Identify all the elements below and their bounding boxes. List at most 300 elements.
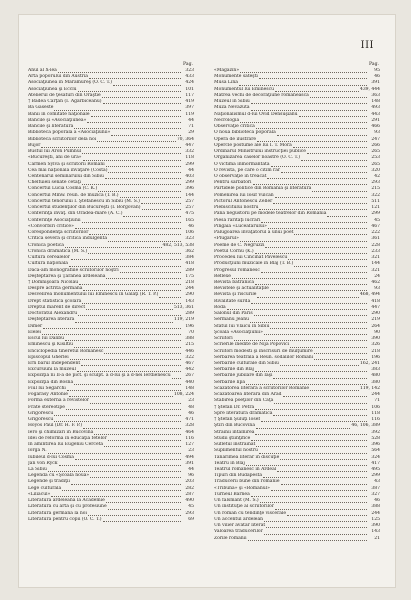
- entry-title: Iorga N.: [28, 448, 47, 454]
- entry-page: 468, 494: [359, 292, 380, 298]
- entry-page: 247: [371, 136, 380, 142]
- dot-leader: [255, 405, 367, 410]
- entry-page: 118: [185, 155, 194, 161]
- dot-leader: [261, 268, 367, 273]
- dot-leader: [256, 442, 367, 447]
- dot-leader: [240, 237, 367, 242]
- entry-page: 165: [185, 217, 194, 223]
- entry-title: Deşteptarea literară: [28, 317, 75, 323]
- dot-leader: [259, 205, 367, 210]
- dot-leader: [275, 505, 367, 510]
- dot-leader: [299, 112, 367, 117]
- entry-title: O revistă, pe care o citim rar: [214, 167, 281, 173]
- entry-title: Străinii întâlnirea: [214, 429, 255, 435]
- entry-title: Scriitori: [214, 336, 233, 342]
- entry-page: 324: [371, 454, 380, 460]
- entry-title: Suplimentul nostru: [214, 448, 258, 454]
- entry-page: 362: [185, 248, 194, 254]
- dot-leader: [59, 461, 182, 466]
- entry-page: 148: [371, 99, 380, 105]
- dot-leader: [293, 143, 367, 148]
- entry-page: 101: [185, 86, 194, 92]
- entry-page: 21: [374, 535, 380, 541]
- entry-title: Cronica dramatică (M. S.): [28, 248, 88, 254]
- dot-leader: [260, 498, 367, 503]
- dot-leader: [270, 286, 367, 291]
- entry-title: Zorile românii: [214, 535, 247, 541]
- entry-title: Un accentul ardelean: [214, 516, 264, 522]
- entry-page: 299: [371, 473, 380, 479]
- entry-page: 46: [374, 498, 380, 504]
- entry-page: 299: [371, 211, 380, 217]
- entry-page: 42: [374, 173, 380, 179]
- entry-page: 95: [374, 68, 380, 73]
- entry-page: 44: [188, 117, 194, 123]
- dot-leader: [253, 180, 368, 185]
- entry-page: 322: [185, 354, 194, 360]
- entry-title: Fiul lui Segarchi: [28, 385, 66, 391]
- entry-title: Bustul lui Aron Pumnul: [28, 149, 82, 155]
- entry-page: 69: [188, 516, 194, 522]
- entry-title: Excursiuni la muzeul: [28, 367, 76, 373]
- index-column-right: [214, 62, 380, 542]
- dot-leader: [67, 386, 181, 391]
- dot-leader: [82, 149, 181, 154]
- dot-leader: [120, 268, 181, 273]
- entry-page: 321: [371, 255, 380, 261]
- entry-page: 144: [185, 192, 194, 198]
- entry-title: Serbarea teatrală a Reun. sodalilor Români: [214, 354, 314, 360]
- entry-page: 390: [371, 336, 380, 342]
- entry-title: Centenarul seminarului din Sibiu: [28, 173, 104, 179]
- dot-leader: [312, 187, 367, 192]
- document-page: [18, 14, 396, 588]
- entry-title: Atelierul de ţesături din Orăştie: [28, 92, 101, 98]
- entry-title: Expoziţia din Bosna: [28, 379, 74, 385]
- entry-title: Corespondenţa scriitorilor: [28, 230, 89, 236]
- entry-page: 267: [185, 373, 194, 379]
- entry-page: 388: [185, 336, 194, 342]
- dot-leader: [82, 299, 181, 304]
- entry-title: Tipuri din Budapesta: [214, 473, 263, 479]
- dot-leader: [106, 274, 181, 279]
- entry-title: Conferinţe Asociaţiunii: [28, 217, 81, 223]
- column-header-right: Pag.: [368, 62, 379, 67]
- entry-title: Dacă-am monografiile scriitorilor noştri: [28, 267, 119, 273]
- entry-page: 218: [371, 348, 380, 354]
- index-list-left: [28, 68, 194, 523]
- dot-leader: [108, 505, 181, 510]
- dot-leader: [294, 262, 367, 267]
- dot-leader: [89, 74, 181, 79]
- dot-leader: [83, 156, 181, 161]
- dot-leader: [43, 324, 181, 329]
- entry-page: 471: [185, 417, 194, 423]
- entry-title: Serbările din Blaj: [214, 367, 255, 373]
- entry-page: 326: [371, 342, 380, 348]
- entry-page: 162, 241: [359, 361, 380, 367]
- entry-page: 196: [185, 323, 194, 329]
- entry-title: Cea mai naţională învăţare (Costa): [28, 167, 108, 173]
- entry-page: 46: [374, 74, 380, 80]
- entry-page: 494: [185, 454, 194, 460]
- entry-page: 467: [185, 361, 194, 367]
- entry-title: Idei de reformă în educaţia fetelor: [28, 435, 107, 441]
- entry-title: Roda: [214, 304, 226, 310]
- entry-page: 45: [374, 217, 380, 223]
- entry-page: 24: [374, 273, 380, 279]
- entry-title: Dimer: [28, 323, 43, 329]
- entry-page: 119, 219: [173, 317, 194, 323]
- dot-leader: [69, 262, 181, 267]
- entry-title: Lege culturală: [28, 485, 62, 491]
- entry-page: 266: [371, 142, 380, 148]
- entry-page: 442: [185, 367, 194, 373]
- dot-leader: [81, 361, 181, 366]
- entry-title: Biblioteca poporală a «Asociaţiunii»: [28, 130, 111, 136]
- entry-title: Asociaţiunea şi Ecclu: [28, 86, 77, 92]
- dot-leader: [271, 486, 367, 491]
- entry-page: 117: [185, 92, 194, 98]
- entry-title: Necrologia: [214, 117, 240, 123]
- entry-page: 228: [371, 242, 380, 248]
- entry-page: 46: [188, 410, 194, 416]
- entry-title: La Sibiu: [28, 467, 47, 472]
- entry-page: 116: [185, 435, 194, 441]
- entry-title: Cronica poetică: [28, 242, 64, 248]
- entry-title: Biblioteca scriitorilor dela noi: [28, 136, 97, 142]
- dot-leader: [281, 480, 368, 485]
- entry-page: 424: [185, 80, 194, 86]
- entry-title: O nouă biblioteca poporală: [214, 130, 276, 136]
- dot-leader: [87, 118, 181, 123]
- entry-page: 218: [185, 279, 194, 285]
- entry-title: «Plugarul»: [214, 236, 239, 242]
- entry-page: 29: [188, 130, 194, 136]
- dot-leader: [281, 168, 367, 173]
- page-number: III: [360, 40, 374, 51]
- entry-title: Literatura pentru copii (O. C. T.): [28, 516, 102, 522]
- dot-leader: [88, 249, 181, 254]
- entry-page: 299: [185, 180, 194, 186]
- entry-page: 290: [371, 311, 380, 317]
- entry-page: 71: [374, 398, 380, 404]
- entry-title: Stăbirea poeţilor din Caţa: [214, 398, 274, 404]
- entry-page: 116: [371, 417, 380, 423]
- entry-title: Literatura ardeleană la Academie: [28, 498, 105, 504]
- entry-page: 106: [371, 404, 380, 410]
- dot-leader: [290, 343, 367, 348]
- entry-title: Până negustorii pe modele teatrelor din România: [214, 211, 327, 217]
- dot-leader: [48, 449, 181, 454]
- entry-page: 106: [185, 230, 194, 236]
- dot-leader: [106, 498, 181, 503]
- entry-title: Procedeu lui Cincinat Pavelescu: [214, 255, 288, 261]
- dot-leader: [172, 374, 181, 379]
- dot-leader: [70, 355, 181, 360]
- entry-title: Băncile şi «Asociaţiunea»: [28, 117, 87, 123]
- dot-leader: [251, 436, 367, 441]
- entry-page: 93: [374, 130, 380, 136]
- entry-page: 323: [185, 236, 194, 242]
- entry-page: 383: [371, 367, 380, 373]
- dot-leader: [82, 218, 181, 223]
- entry-title: Concertul studenţilor din Bucureşti (I. Borgovan): [28, 205, 141, 211]
- entry-page: 264: [371, 323, 380, 329]
- entry-page: 396: [371, 442, 380, 448]
- dot-leader: [227, 305, 367, 310]
- entry-page: 289: [185, 267, 194, 273]
- dot-leader: [234, 336, 367, 341]
- dot-leader: [65, 243, 162, 248]
- entry-title: Teatrul românesc în Ardeal: [214, 467, 277, 472]
- dot-leader: [251, 106, 367, 111]
- dot-leader: [108, 237, 181, 242]
- entry-title: Monumentul lui Eminescu: [214, 86, 275, 92]
- dot-leader: [83, 424, 181, 429]
- dot-leader: [41, 143, 181, 148]
- entry-title: Rivalitate surdă: [214, 298, 251, 304]
- dot-leader: [240, 68, 367, 73]
- entry-title: Revistele şi actualităţile: [214, 286, 269, 292]
- entry-title: Deşteptarea şi Ţărănea ardeleană: [28, 273, 106, 279]
- dot-leader: [250, 318, 367, 323]
- entry-title: Progresul românesc: [214, 267, 260, 273]
- entry-page: 125: [371, 516, 380, 522]
- dot-leader: [71, 480, 181, 485]
- entry-page: 464: [185, 429, 194, 435]
- entry-title: Legenda cu «Şcoala nouă»: [28, 473, 90, 479]
- entry-title: † Ştefan Şuluţi Iosef: [214, 417, 261, 423]
- entry-page: 293: [371, 180, 380, 186]
- entry-title: «Tribuna» şi «Românul»: [214, 485, 270, 491]
- entry-title: Serbările jubilare din Iaşi: [214, 373, 273, 379]
- dot-leader: [58, 68, 181, 73]
- entry-page: 265: [371, 161, 380, 167]
- entry-title: Opera de ilustrare: [214, 136, 257, 142]
- entry-title: Grigorescu: [28, 417, 54, 423]
- dot-leader: [275, 87, 359, 92]
- entry-page: 299: [185, 161, 194, 167]
- entry-page: 490: [185, 498, 194, 504]
- dot-leader: [274, 399, 367, 404]
- entry-title: Studii ştiinţifice: [214, 435, 251, 441]
- dot-leader: [255, 367, 367, 372]
- dot-leader: [268, 224, 367, 229]
- dot-leader: [314, 355, 367, 360]
- entry-title: Scăzătoarea literară din Arad: [214, 392, 282, 398]
- entry-page: 148: [185, 385, 194, 391]
- entry-title: Un falsmant (M. S.): [214, 498, 259, 504]
- entry-page: 143: [185, 298, 194, 304]
- entry-page: 387: [371, 485, 380, 491]
- entry-page: 439, 444: [359, 86, 380, 92]
- entry-page: 440: [185, 379, 194, 385]
- entry-title: Enciclopedia tineretul Românesc: [28, 348, 104, 354]
- dot-leader: [287, 511, 367, 516]
- entry-page: 96: [188, 473, 194, 479]
- dot-leader: [75, 224, 181, 229]
- entry-page: 45: [188, 504, 194, 510]
- dot-leader: [259, 449, 367, 454]
- entry-page: 46: [188, 223, 194, 229]
- entry-page: 327: [371, 491, 380, 497]
- dot-leader: [265, 243, 367, 248]
- entry-title: Musa Lina: [214, 80, 238, 86]
- dot-leader: [288, 255, 367, 260]
- dot-leader: [142, 205, 182, 210]
- entry-page: 328: [185, 423, 194, 429]
- entry-title: Anul al X-lea: [28, 68, 57, 73]
- dot-leader: [264, 530, 367, 535]
- entry-title: Serbările culturale din Sibiu: [214, 361, 279, 367]
- dot-leader: [51, 492, 181, 497]
- entry-page: 446: [185, 348, 194, 354]
- entry-page: 48: [188, 404, 194, 410]
- entry-page: 143: [371, 529, 380, 535]
- entry-title: Concertul Lucia Cosma (C. K.): [28, 186, 98, 192]
- entry-page: 70: [188, 329, 194, 335]
- entry-title: Literatura cu artă şi cu profesiune: [28, 504, 107, 510]
- dot-leader: [69, 392, 173, 397]
- entry-title: † Domnişoara Nicolau: [28, 279, 79, 285]
- entry-page: 90: [374, 329, 380, 335]
- entry-page: 380: [371, 379, 380, 385]
- dot-leader: [280, 455, 367, 460]
- dot-leader: [266, 523, 367, 528]
- entry-title: Pomenirea lui Iosif Vulcan: [214, 192, 274, 198]
- dot-leader: [54, 106, 181, 111]
- dot-leader: [111, 131, 181, 136]
- entry-title: Producţiuni muzicale în Blaj (T. B.): [214, 261, 294, 267]
- entry-title: Episcopul Gherlei: [28, 354, 69, 360]
- dot-leader: [264, 517, 367, 522]
- entry-title: Conferinţa învăţ. din Oradea-mare (A. C.): [28, 211, 123, 217]
- entry-page: 475: [185, 211, 194, 217]
- dot-leader: [42, 330, 181, 335]
- dot-leader: [91, 112, 181, 117]
- entry-title: Organizarea caselor noastre (O. C. T.): [214, 155, 300, 161]
- entry-title: Sermanu Jeanu: [214, 317, 250, 323]
- dot-leader: [310, 386, 359, 391]
- entry-page: 320: [371, 167, 380, 173]
- dot-leader: [256, 124, 367, 129]
- dot-leader: [264, 330, 367, 335]
- entry-page: 119, 142: [359, 385, 380, 391]
- entry-title: Partidele politice din România şi literatura: [214, 186, 312, 192]
- entry-title: Un vilier avatar literat: [214, 523, 266, 529]
- entry-page: 391: [185, 460, 194, 466]
- entry-title: O observaţie în treacăt: [214, 173, 267, 179]
- entry-title: Revista bătrânică: [214, 279, 255, 285]
- entry-title: Băncile şi literatura: [28, 124, 74, 130]
- entry-title: Fogarasy Antonie: [28, 392, 68, 398]
- entry-page: 390: [371, 523, 380, 529]
- index-entry: [214, 536, 380, 542]
- dot-leader: [54, 411, 181, 416]
- entry-page: 493: [371, 105, 380, 111]
- entry-page: 108, 224: [173, 392, 194, 398]
- entry-title: «Convorbiri critice»: [28, 223, 74, 229]
- dot-leader: [78, 87, 181, 92]
- entry-page: 332: [185, 149, 194, 155]
- dot-leader: [48, 467, 181, 472]
- entry-title: Sfatul lui Vlaicu în Sibiu: [214, 323, 270, 329]
- dot-leader: [159, 293, 181, 298]
- entry-title: Forma externă a revistelor: [28, 398, 89, 404]
- dot-leader: [62, 486, 181, 491]
- dot-leader: [261, 218, 367, 223]
- index-list-right: [214, 68, 380, 542]
- entry-title: Valoarea traducerilor: [214, 529, 263, 535]
- dot-leader: [251, 299, 367, 304]
- entry-title: † Ştefan Dr. Petra: [214, 404, 255, 410]
- dot-leader: [327, 212, 367, 217]
- dot-leader: [294, 230, 367, 235]
- dot-leader: [232, 274, 367, 279]
- dot-leader: [94, 430, 181, 435]
- entry-page: 363: [371, 92, 380, 98]
- entry-title: Observaţie critică: [214, 124, 255, 130]
- dot-leader: [90, 399, 181, 404]
- entry-title: Monumente săteşti: [214, 74, 258, 80]
- dot-leader: [301, 156, 367, 161]
- dot-leader: [74, 380, 181, 385]
- entry-title: «Liliacul»: [28, 491, 51, 497]
- entry-title: Poeme de C. Negruzzi: [214, 242, 265, 248]
- entry-title: «Magazin»: [214, 68, 240, 73]
- entry-title: Drept statistică şcolară: [28, 298, 82, 304]
- entry-page: 118: [371, 410, 380, 416]
- entry-title: Literatura germană la noi: [28, 510, 87, 516]
- dot-leader: [277, 131, 367, 136]
- entry-page: 290: [185, 292, 194, 298]
- entry-title: Piesa rarităţi lucrari: [214, 217, 261, 223]
- entry-title: Scăzătorea literară a scriitorilor Romănie: [214, 385, 310, 391]
- entry-title: Doctoratul Alexandru: [28, 311, 78, 317]
- dot-leader: [307, 149, 367, 154]
- dot-leader: [103, 517, 181, 522]
- entry-page: 419: [185, 99, 194, 105]
- entry-title: Carmen Sylva şi scriitorii Români: [28, 161, 105, 167]
- entry-title: Revista şi riscurile: [214, 292, 257, 298]
- entry-title: Scrierile inedite de Nijă Popovici: [214, 342, 290, 348]
- dot-leader: [74, 343, 181, 348]
- entry-page: 244: [371, 510, 380, 516]
- entry-page: 418: [371, 298, 380, 304]
- entry-page: 495: [371, 467, 380, 472]
- entry-page: 93: [374, 286, 380, 292]
- entry-title: Arta poporului din Austria: [28, 74, 88, 80]
- dot-leader: [108, 436, 181, 441]
- entry-title: Serbările lipă: [214, 379, 246, 385]
- entry-page: 321: [371, 267, 380, 273]
- entry-title: Poetul Cornu (K.): [214, 248, 254, 254]
- entry-page: 23: [188, 398, 194, 404]
- dot-leader: [239, 81, 367, 86]
- entry-page: 71: [188, 124, 194, 130]
- entry-page: 219: [371, 317, 380, 323]
- entry-title: Scriitori modesti şi înscrisuri de mulţumire: [214, 348, 313, 354]
- dot-leader: [255, 430, 367, 435]
- entry-title: Eminescu şi Kisiltiu: [28, 342, 74, 348]
- dot-leader: [88, 511, 181, 516]
- dot-leader: [240, 118, 367, 123]
- dot-leader: [257, 293, 358, 298]
- entry-page: 482, 513, 538: [162, 242, 194, 248]
- entry-page: 23: [188, 448, 194, 454]
- dot-leader: [83, 286, 181, 291]
